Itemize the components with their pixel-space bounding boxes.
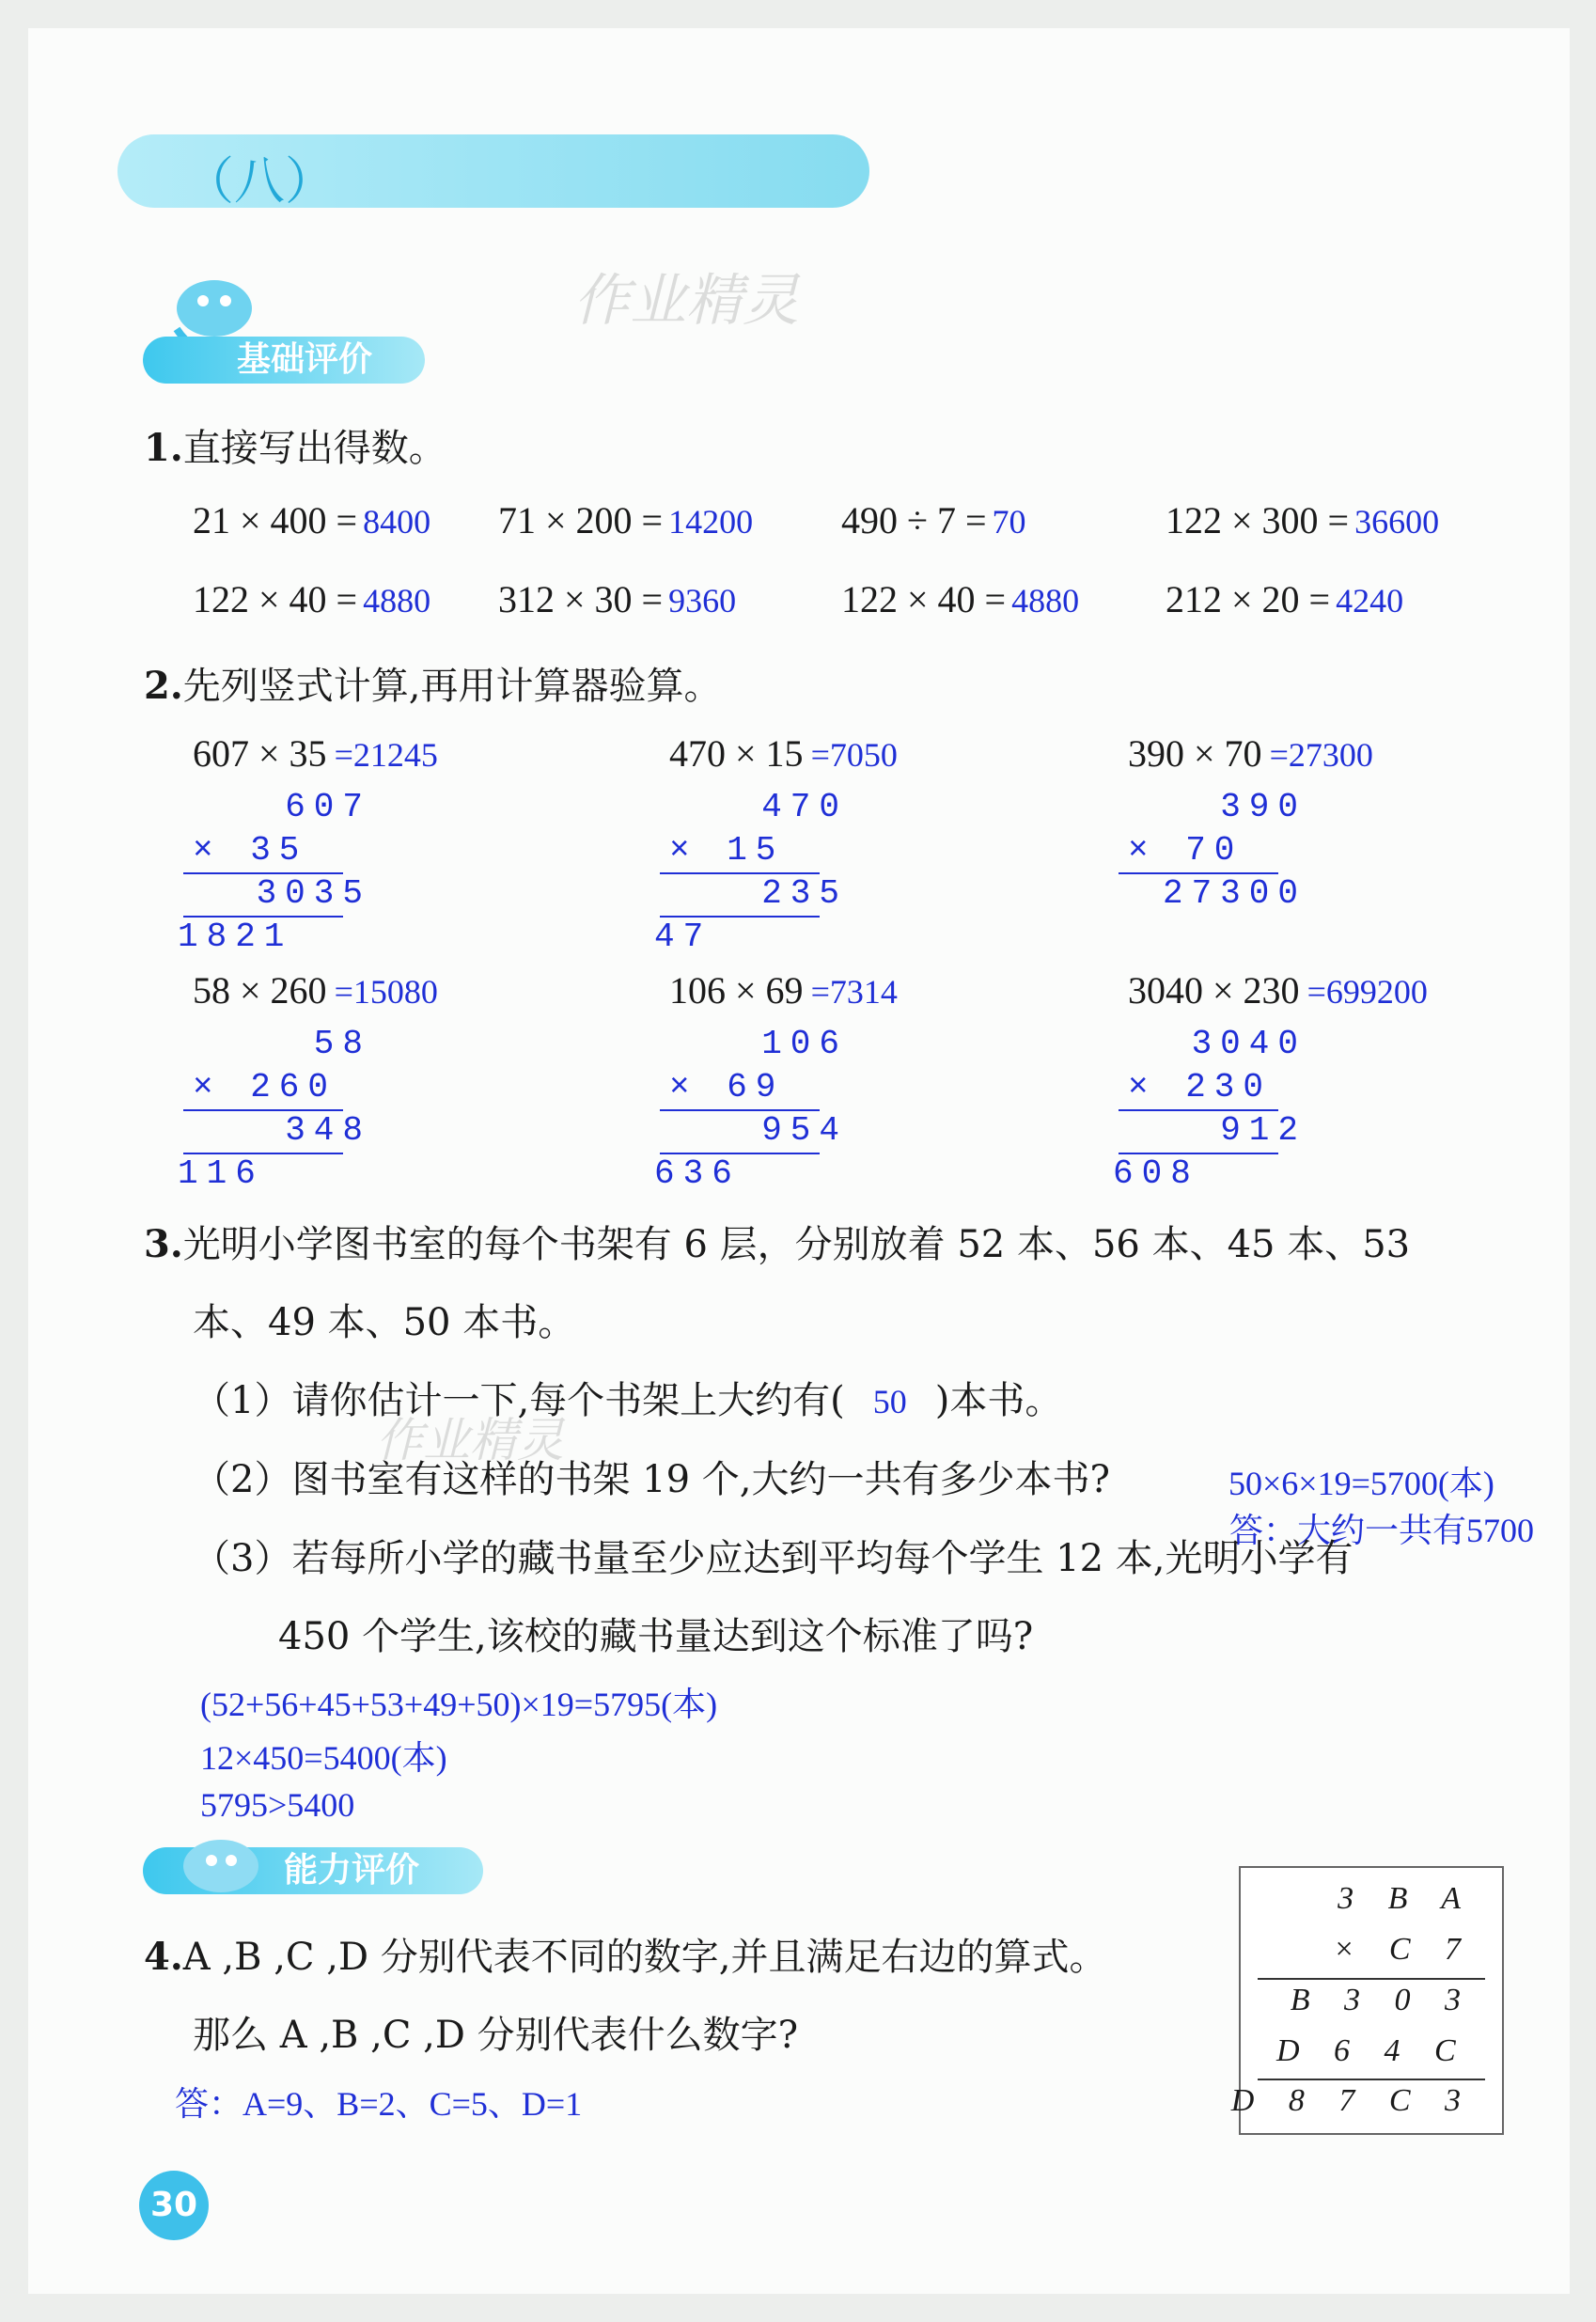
q2-answer: =27300	[1269, 736, 1373, 774]
q1-item	[1166, 577, 1403, 621]
q2-work-line: 106	[761, 1025, 848, 1063]
q1-answer: 4880	[363, 582, 431, 620]
q2-work-line: 27300	[1162, 874, 1307, 913]
section-basic: 基础评价	[143, 337, 425, 384]
q2-vertical-work	[174, 788, 390, 995]
watermark: 作业精灵	[573, 268, 799, 334]
q1-expression: 490 ÷ 7 =	[841, 499, 987, 541]
q1-answer: 14200	[668, 503, 754, 541]
q1-expression: 122 × 40 =	[841, 578, 1007, 620]
q2-work-line: 1821	[178, 918, 293, 956]
q2-work-line: × 15	[669, 831, 785, 870]
q4-answer: 答：A=9、B=2、C=5、D=1	[175, 2085, 583, 2123]
box-row-2: × C 7	[1333, 1932, 1474, 1967]
q2-header: 2.先列竖式计算,再用计算器验算。	[144, 664, 722, 708]
q2-work-line: 3040	[1191, 1025, 1307, 1063]
q2-work-line: 3035	[256, 874, 371, 913]
q2-work-line: 607	[285, 788, 371, 826]
q2-answer: =15080	[334, 973, 438, 1011]
q1-expression: 212 × 20 =	[1166, 578, 1331, 620]
watermark-2: 作业精灵	[376, 1413, 564, 1467]
q3-sub1: （1）请你估计一下,每个书架上大约有( 50 )本书。	[193, 1379, 1063, 1422]
q3-work-2: 12×450=5400(本)	[200, 1739, 447, 1777]
q1-item	[841, 498, 1026, 542]
q2-vertical-work	[650, 788, 867, 995]
q3-sub2-answer-2	[1229, 1504, 1534, 1525]
q3-sub2-answer: 50×6×19=5700(本)	[1228, 1465, 1494, 1502]
q4-line2: 那么 A ,B ,C ,D 分别代表什么数字?	[193, 2014, 799, 2057]
q2-work-line: 390	[1220, 788, 1307, 826]
q1-expression: 122 × 40 =	[193, 578, 358, 620]
q1-header: 1.直接写出得数。	[144, 426, 446, 470]
q1-expression: 122 × 300 =	[1166, 499, 1350, 541]
chapter-title: （八）	[183, 151, 336, 211]
q1-expression: 21 × 400 =	[193, 499, 358, 541]
q3-sub3-line2: 450 个学生,该校的藏书量达到这个标准了吗?	[278, 1615, 1034, 1658]
q1-answer: 36600	[1354, 503, 1440, 541]
q2-expression: 3040 × 230	[1128, 969, 1300, 1012]
q2-problem	[669, 731, 898, 776]
box-row-4: D 6 4 C	[1276, 2033, 1469, 2068]
q2-expression: 470 × 15	[669, 732, 804, 775]
q2-vertical-work	[1109, 788, 1325, 995]
box-row-3: B 3 0 3	[1290, 1983, 1474, 2017]
q2-vertical-work	[650, 1025, 867, 1193]
q2-work-line: × 230	[1128, 1068, 1273, 1106]
q2-work-line: × 35	[193, 831, 308, 870]
section-ability: 能力评价	[143, 1847, 483, 1894]
q3-sub2: （2）图书室有这样的书架 19 个,大约一共有多少本书?	[193, 1458, 1110, 1501]
q2-work-line: 348	[285, 1111, 371, 1150]
q2-work-line: × 260	[193, 1068, 337, 1106]
q3-line1: 3.光明小学图书室的每个书架有 6 层，分别放着 52 本、56 本、45 本、53	[144, 1222, 1411, 1266]
mascot-icon-2	[169, 1828, 273, 1904]
cryptarithm-box	[1230, 1866, 1504, 2135]
q2-problem	[1128, 731, 1373, 776]
q2-work-line: 608	[1113, 1154, 1199, 1193]
q2-work-line: 636	[654, 1154, 741, 1193]
q1-item	[1166, 498, 1439, 542]
q3-work-1: (52+56+45+53+49+50)×19=5795(本)	[200, 1686, 718, 1723]
q2-vertical-work	[1109, 1025, 1325, 1232]
q2-problem	[193, 731, 438, 776]
q2-work-line: × 69	[669, 1068, 785, 1106]
q1-answer: 8400	[363, 503, 431, 541]
q3-sub3-line1: （3）若每所小学的藏书量至少应达到平均每个学生 12 本,光明小学有	[193, 1537, 1353, 1580]
q1-item	[841, 577, 1079, 621]
q2-expression: 106 × 69	[669, 969, 804, 1012]
q1-item	[193, 577, 430, 621]
q2-answer: =21245	[334, 736, 438, 774]
q1-item	[193, 498, 430, 542]
q1-item	[498, 577, 736, 621]
q2-expression: 607 × 35	[193, 732, 327, 775]
q2-problem	[193, 968, 438, 1012]
q2-expression: 390 × 70	[1128, 732, 1262, 775]
page-number: 30	[139, 2171, 209, 2240]
q2-work-line: 470	[761, 788, 848, 826]
q2-answer: =699200	[1307, 973, 1428, 1011]
q2-work-line: 58	[313, 1025, 371, 1063]
q1-answer: 9360	[668, 582, 737, 620]
q2-work-line: 116	[178, 1154, 264, 1193]
q2-problem	[1128, 968, 1428, 1012]
q1-expression: 312 × 30 =	[498, 578, 664, 620]
q2-answer: =7314	[810, 973, 898, 1011]
q2-answer: =7050	[810, 736, 898, 774]
q1-item	[498, 498, 753, 542]
q2-vertical-work	[174, 1025, 390, 1193]
q3-sub1-answer: 50	[872, 1383, 907, 1420]
q2-problem	[669, 968, 898, 1012]
q1-expression: 71 × 200 =	[498, 499, 664, 541]
q2-work-line: 47	[654, 918, 712, 956]
q1-answer: 4880	[1011, 582, 1080, 620]
box-row-5: D 8 7 C 3	[1230, 2083, 1474, 2118]
box-row-1: 3 B A	[1338, 1881, 1474, 1916]
q2-work-line: × 70	[1128, 831, 1244, 870]
q3-line2: 本、49 本、50 本书。	[193, 1301, 576, 1344]
q2-work-line: 235	[761, 874, 848, 913]
q4-line1: 4.A ,B ,C ,D 分别代表不同的数字,并且满足右边的算式。	[144, 1935, 1107, 1979]
q1-answer: 4240	[1336, 582, 1404, 620]
q2-work-line: 954	[761, 1111, 848, 1150]
q1-answer: 70	[992, 503, 1026, 541]
q2-work-line: 912	[1220, 1111, 1307, 1150]
q3-work-3: 5795>5400	[200, 1786, 355, 1824]
q2-expression: 58 × 260	[193, 969, 327, 1012]
